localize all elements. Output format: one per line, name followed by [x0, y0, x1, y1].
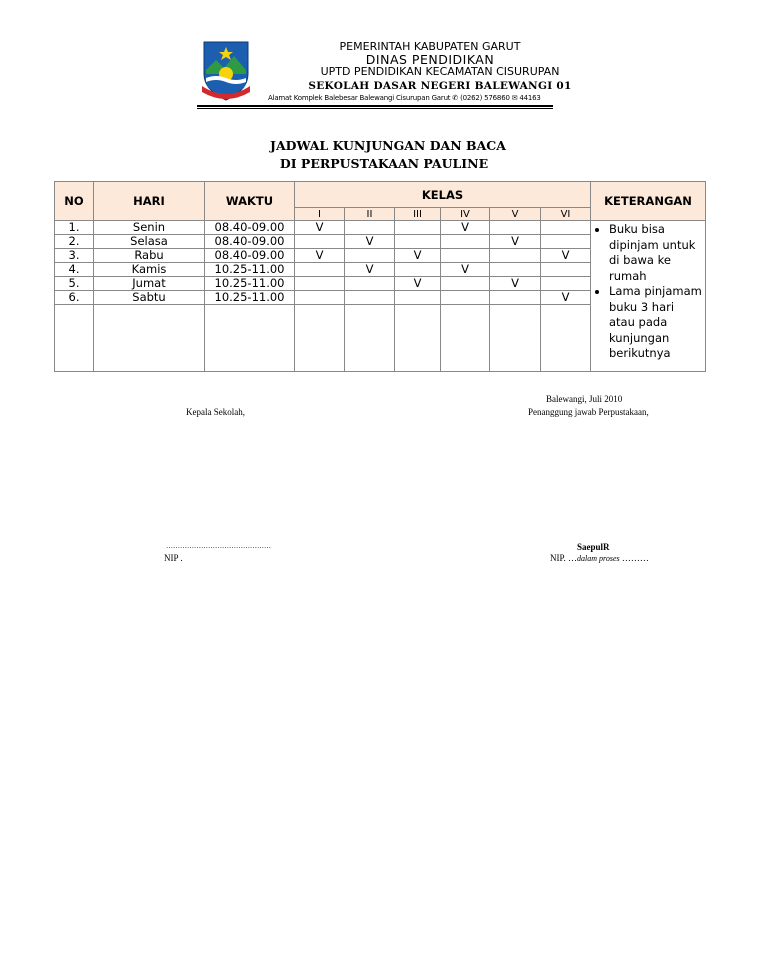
- left-signatory-nip: NIP .: [164, 553, 183, 563]
- nip-label: NIP. …: [550, 553, 578, 563]
- cell-empty: [395, 305, 441, 372]
- cell-no: 2.: [55, 235, 94, 249]
- cell-empty: [541, 305, 591, 372]
- cell-mark: V: [295, 249, 345, 263]
- cell-no: 3.: [55, 249, 94, 263]
- cell-empty: [345, 305, 395, 372]
- cell-mark: [345, 249, 395, 263]
- letterhead-uptd: UPTD PENDIDIKAN KECAMATAN CISURUPAN: [320, 65, 560, 78]
- left-signatory-name: ………………………………………: [166, 542, 271, 550]
- cell-waktu: 08.40-09.00: [205, 235, 295, 249]
- cell-no: 6.: [55, 291, 94, 305]
- cell-mark: [395, 235, 441, 249]
- cell-mark: [395, 291, 441, 305]
- cell-mark: [490, 221, 541, 235]
- right-signatory-role: Penanggung jawab Perpustakaan,: [528, 407, 649, 417]
- nip-tail: ………: [619, 553, 649, 563]
- left-signatory-role: Kepala Sekolah,: [186, 407, 245, 417]
- header-kelas-col: VI: [541, 208, 591, 221]
- cell-mark: V: [441, 263, 490, 277]
- letterhead-rule-thin: [197, 108, 553, 109]
- cell-waktu: 10.25-11.00: [205, 277, 295, 291]
- cell-waktu: 10.25-11.00: [205, 291, 295, 305]
- letterhead-address: Alamat Komplek Balebesar Balewangi Cisurupan Garut ✆ (0262) 576860 ✉ 44163: [268, 94, 541, 102]
- cell-hari: Rabu: [94, 249, 205, 263]
- cell-mark: V: [345, 263, 395, 277]
- cell-no: 5.: [55, 277, 94, 291]
- keterangan-item: • Buku bisa dipinjam untuk di bawa ke rumah: [609, 222, 703, 284]
- cell-empty: [295, 305, 345, 372]
- cell-mark: [490, 291, 541, 305]
- cell-empty: [94, 305, 205, 372]
- cell-mark: V: [490, 235, 541, 249]
- header-kelas: KELAS: [295, 182, 591, 208]
- cell-waktu: 08.40-09.00: [205, 221, 295, 235]
- letterhead-school-name: SEKOLAH DASAR NEGERI BALEWANGI 01: [308, 80, 572, 92]
- cell-mark: [490, 263, 541, 277]
- right-signatory-nip: [550, 553, 649, 563]
- header-kelas-col: III: [395, 208, 441, 221]
- cell-waktu: 08.40-09.00: [205, 249, 295, 263]
- cell-mark: [441, 235, 490, 249]
- cell-no: 1.: [55, 221, 94, 235]
- cell-mark: V: [295, 221, 345, 235]
- document-title: JADWAL KUNJUNGAN DAN BACA: [270, 138, 506, 153]
- header-kelas-col: I: [295, 208, 345, 221]
- cell-mark: [490, 249, 541, 263]
- cell-mark: V: [441, 221, 490, 235]
- cell-mark: [295, 277, 345, 291]
- header-kelas-col: II: [345, 208, 395, 221]
- cell-mark: V: [395, 277, 441, 291]
- cell-no: 4.: [55, 263, 94, 277]
- header-keterangan: KETERANGAN: [591, 182, 706, 221]
- letterhead-government: PEMERINTAH KABUPATEN GARUT: [339, 40, 521, 53]
- right-signatory-name: SaepulR: [577, 542, 610, 552]
- cell-hari: Sabtu: [94, 291, 205, 305]
- header-no: NO: [55, 182, 94, 221]
- cell-mark: [345, 291, 395, 305]
- cell-mark: V: [345, 235, 395, 249]
- cell-mark: [345, 277, 395, 291]
- cell-hari: Jumat: [94, 277, 205, 291]
- schedule-table: [54, 181, 706, 372]
- cell-empty: [441, 305, 490, 372]
- header-hari: HARI: [94, 182, 205, 221]
- header-kelas-col: V: [490, 208, 541, 221]
- cell-mark: [541, 263, 591, 277]
- cell-mark: [541, 221, 591, 235]
- place-date: Balewangi, Juli 2010: [546, 394, 623, 404]
- nip-value: dalam proses: [577, 554, 620, 563]
- cell-empty: [490, 305, 541, 372]
- header-kelas-col: IV: [441, 208, 490, 221]
- cell-mark: [441, 249, 490, 263]
- table-row: [55, 221, 706, 235]
- letterhead-rule: [197, 105, 553, 107]
- cell-keterangan: [591, 221, 706, 372]
- cell-mark: [395, 221, 441, 235]
- cell-mark: [345, 221, 395, 235]
- cell-mark: [295, 291, 345, 305]
- cell-mark: [295, 235, 345, 249]
- cell-mark: [441, 291, 490, 305]
- header-waktu: WAKTU: [205, 182, 295, 221]
- cell-mark: [541, 277, 591, 291]
- cell-mark: V: [541, 291, 591, 305]
- cell-waktu: 10.25-11.00: [205, 263, 295, 277]
- cell-mark: [441, 277, 490, 291]
- document-subtitle: DI PERPUSTAKAAN PAULINE: [279, 156, 489, 171]
- cell-mark: [395, 263, 441, 277]
- keterangan-item: • Lama pinjamam buku 3 hari atau pada kunjungan berikutnya: [609, 284, 703, 362]
- cell-mark: V: [541, 249, 591, 263]
- cell-mark: [295, 263, 345, 277]
- letterhead-department: DINAS PENDIDIKAN: [365, 52, 495, 67]
- cell-hari: Kamis: [94, 263, 205, 277]
- cell-mark: [541, 235, 591, 249]
- cell-hari: Selasa: [94, 235, 205, 249]
- cell-empty: [55, 305, 94, 372]
- cell-mark: V: [490, 277, 541, 291]
- cell-empty: [205, 305, 295, 372]
- cell-mark: V: [395, 249, 441, 263]
- cell-hari: Senin: [94, 221, 205, 235]
